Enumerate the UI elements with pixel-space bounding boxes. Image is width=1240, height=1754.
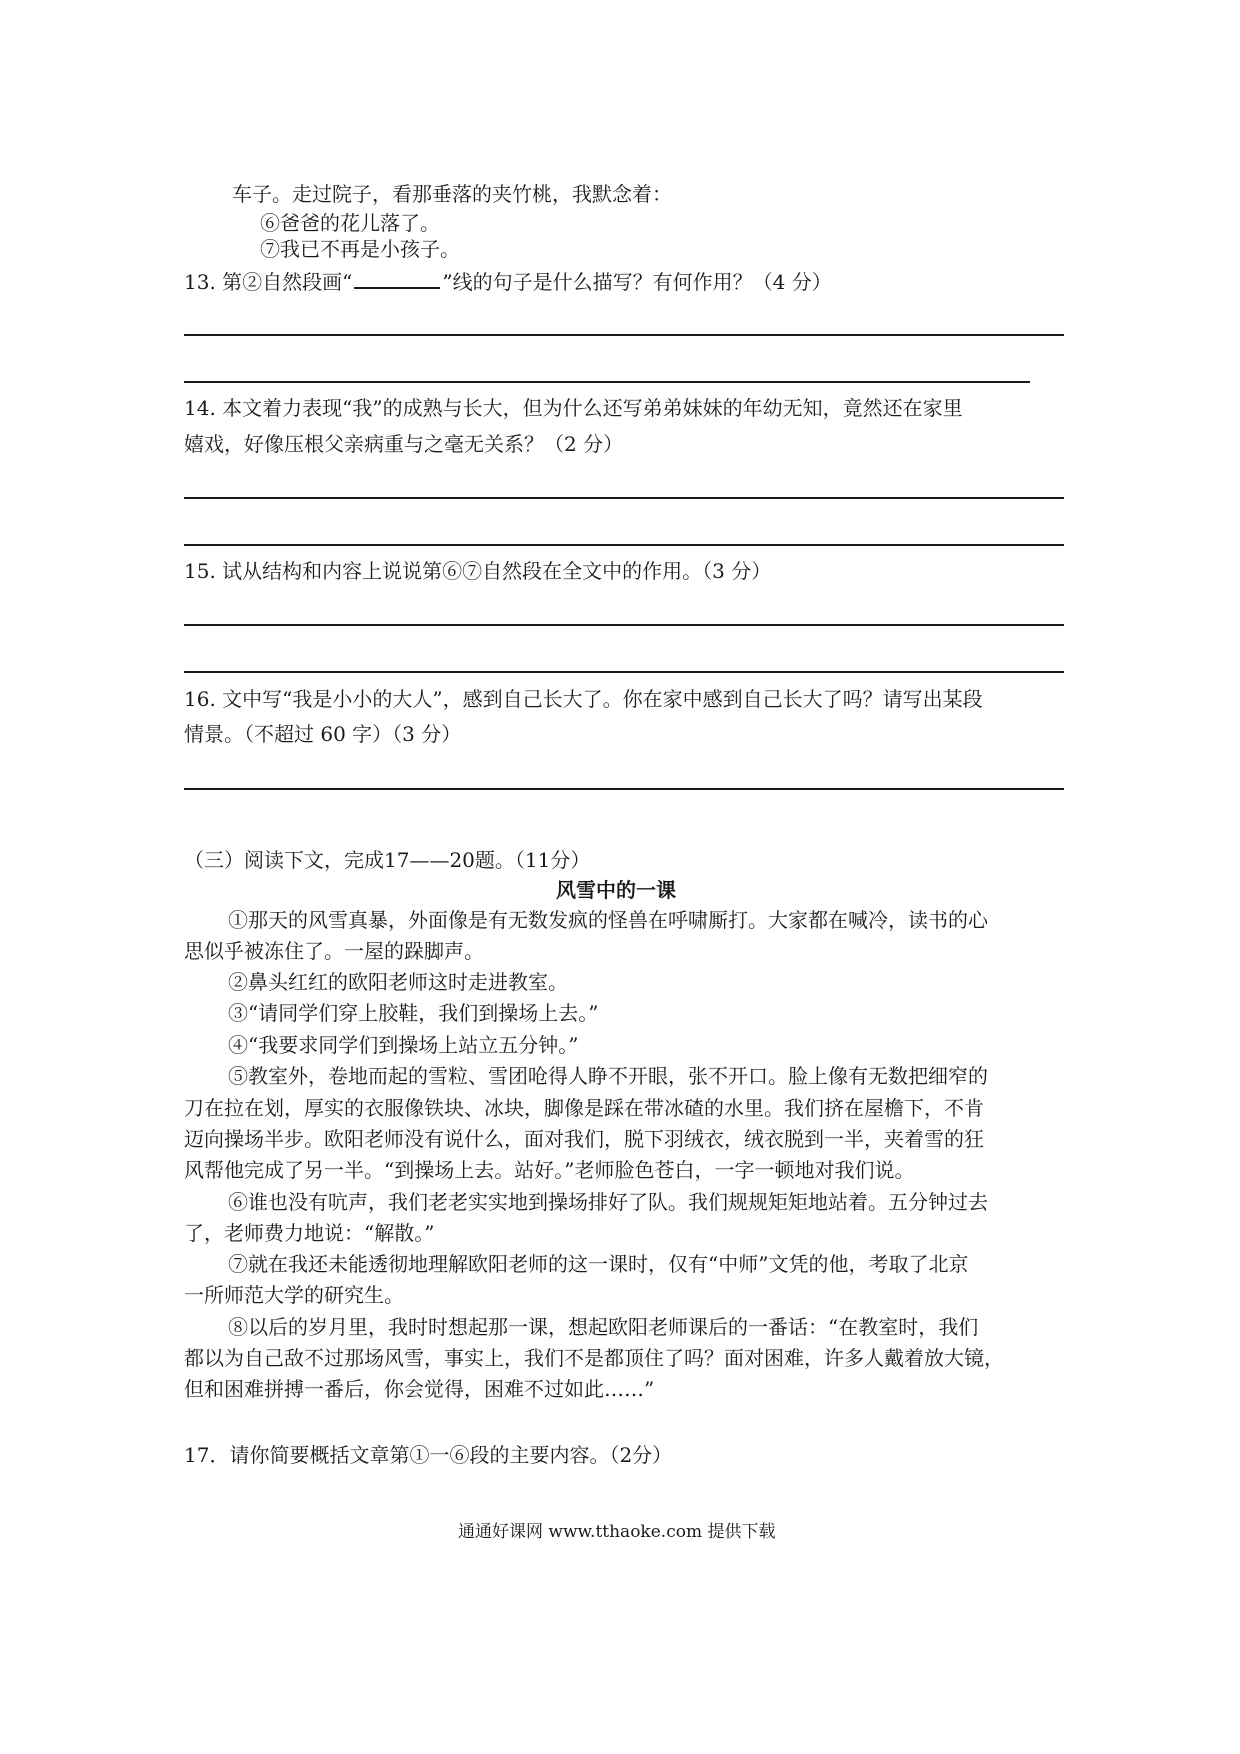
question-14-line-2: 嬉戏，好像压根父亲病重与之毫无关系？（2 分） [184, 432, 624, 456]
continuation-line-3: ⑦我已不再是小孩子。 [260, 237, 460, 261]
question-15: 15. 试从结构和内容上说说第⑥⑦自然段在全文中的作用。（3 分） [184, 559, 772, 583]
paragraph-line: ⑧以后的岁月里，我时时想起那一课，想起欧阳老师课后的一番话：“在教室时，我们 [228, 1315, 979, 1339]
paragraph-line: ⑦就在我还未能透彻地理解欧阳老师的这一课时，仅有“中师”文凭的他，考取了北京 [228, 1252, 969, 1276]
continuation-line-2: ⑥爸爸的花儿落了。 [260, 211, 440, 235]
underline-blank [354, 269, 440, 289]
answer-line-15-2[interactable] [184, 671, 1064, 673]
paragraph-line: ③“请同学们穿上胶鞋，我们到操场上去。” [228, 1001, 599, 1025]
paragraph-line: 但和困难拼搏一番后，你会觉得，困难不过如此……” [184, 1377, 655, 1401]
continuation-line-1: 车子。走过院子，看那垂落的夹竹桃，我默念着： [232, 182, 672, 206]
paragraph-line: 刀在拉在划，厚实的衣服像铁块、冰块，脚像是踩在带冰碴的水里。我们挤在屋檐下，不肯 [184, 1096, 984, 1120]
paragraph-line: ④“我要求同学们到操场上站立五分钟。” [228, 1033, 579, 1057]
paragraph-line: 都以为自己敌不过那场风雪，事实上，我们不是都顶住了吗？面对困难，许多人戴着放大镜， [184, 1346, 1004, 1370]
paragraph-line: 一所师范大学的研究生。 [184, 1283, 404, 1307]
question-13 [184, 268, 832, 296]
answer-line-16-1[interactable] [184, 788, 1064, 790]
article-title: 风雪中的一课 [556, 878, 676, 902]
question-17: 17．请你简要概括文章第①一⑥段的主要内容。（2分） [184, 1443, 673, 1467]
paragraph-line: 了，老师费力地说：“解散。” [184, 1221, 435, 1245]
question-14-line-1: 14. 本文着力表现“我”的成熟与长大，但为什么还写弟弟妹妹的年幼无知，竟然还在家里 [184, 396, 963, 420]
section-3-header: （三）阅读下文，完成17——20题。（11分） [184, 848, 591, 872]
page-footer: 通通好课网 www.tthaoke.com 提供下载 [458, 1522, 776, 1542]
question-13-pre: 13. 第②自然段画“ [184, 270, 353, 294]
question-16-line-1: 16. 文中写“我是小小的大人”，感到自己长大了。你在家中感到自己长大了吗？请写出某段 [184, 687, 983, 711]
paragraph-line: ⑤教室外，卷地而起的雪粒、雪团呛得人睁不开眼，张不开口。脸上像有无数把细窄的 [228, 1064, 988, 1088]
answer-line-13-2[interactable] [184, 381, 1030, 383]
paragraph-line: ②鼻头红红的欧阳老师这时走进教室。 [228, 970, 568, 994]
question-16-line-2: 情景。（不超过 60 字）（3 分） [184, 722, 462, 746]
answer-line-14-1[interactable] [184, 497, 1064, 499]
paragraph-line: ⑥谁也没有吭声，我们老老实实地到操场排好了队。我们规规矩矩地站着。五分钟过去 [228, 1190, 988, 1214]
paragraph-line: 思似乎被冻住了。一屋的跺脚声。 [184, 939, 484, 963]
paragraph-line: 风帮他完成了另一半。“到操场上去。站好。”老师脸色苍白，一字一顿地对我们说。 [184, 1158, 915, 1182]
answer-line-15-1[interactable] [184, 624, 1064, 626]
paragraph-line: ①那天的风雪真暴，外面像是有无数发疯的怪兽在呼啸厮打。大家都在喊冷，读书的心 [228, 908, 988, 932]
answer-line-14-2[interactable] [184, 544, 1064, 546]
answer-line-13-1[interactable] [184, 334, 1064, 336]
paragraph-line: 迈向操场半步。欧阳老师没有说什么，面对我们，脱下羽绒衣，绒衣脱到一半，夹着雪的狂 [184, 1127, 984, 1151]
question-13-post: ”线的句子是什么描写？有何作用？（4 分） [442, 270, 832, 294]
